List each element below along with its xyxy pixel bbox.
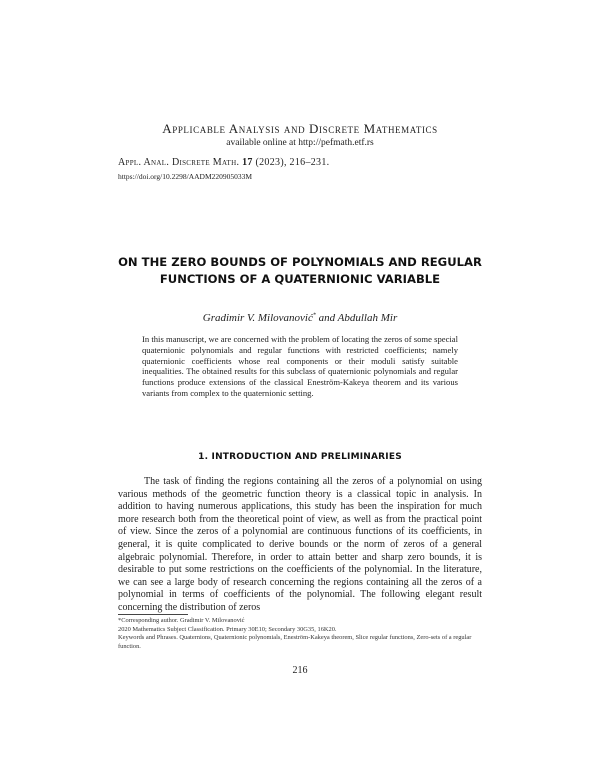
author-line: [0, 312, 600, 324]
author-separator: and: [315, 312, 338, 324]
corresponding-mark: *: [312, 312, 316, 319]
footnote-keywords: Keywords and Phrases. Quaternions, Quaternionic polynomials, Eneström-Kakeya theorem, Slice regular functions, Zero-sets of a regular function.: [118, 634, 472, 651]
intro-paragraph: [118, 476, 482, 615]
author-milovanovic: Gradimir V. Milovanović: [202, 312, 313, 324]
journal-title: Applicable Analysis and Discrete Mathematics: [162, 121, 438, 136]
page-number: 216: [292, 665, 308, 676]
doi-link[interactable]: https://doi.org/10.2298/AADM220905033M: [118, 172, 253, 181]
footnote-corresponding: *Corresponding author. Gradimir V. Milovanović: [118, 617, 245, 624]
section-heading: 1. INTRODUCTION AND PRELIMINARIES: [198, 452, 402, 462]
abstract: In this manuscript, we are concerned with the problem of locating the zeros of some special quaternionic polynomials and regular functions with restricted coefficients; namely quaternionic coefficients whose real components or their moduli satisfy suitable inequalities. The obtained results for this subclass of quaternionic polynomials and regular functions produce extensions of the classical Eneström-Kakeya theorem and its various variants from complex to the quaternionic setting.: [142, 334, 458, 398]
citation-journal: Appl. Anal. Discrete Math.: [118, 157, 240, 168]
footnotes: [118, 617, 482, 652]
citation-pages: (2023), 216–231.: [255, 157, 330, 168]
citation-volume: 17: [242, 157, 253, 168]
paper-title: ON THE ZERO BOUNDS OF POLYNOMIALS AND REGULAR FUNCTIONS OF A QUATERNIONIC VARIABLE: [118, 255, 482, 286]
intro-text: The task of finding the regions containing all the zeros of a polynomial on using various methods of the geometric function theory is a classical topic in analysis. In addition to having numerous applications, this study has been the inspiration for much more research both from the theoretical point of view, as well as from the practical point of view. Since the zeros of a polynomial are continuous functions of its coefficients, in general, it is quite complicated to derive bounds or the norm of zeros of a general algebraic polynomial. Therefore, in order to attain better and sharp zero bounds, it is desirable to put some restrictions on the coefficients of the polynomial. In the literature, we can see a large body of research concerning the regions containing all the zeros of a polynomial in terms of coefficients of the polynomial. The following elegant result concerning the distribution of zeros: [118, 476, 482, 613]
footnote-rule: [118, 614, 188, 615]
journal-url: available online at http://pefmath.etf.rs: [226, 138, 374, 148]
footnote-msc: 2020 Mathematics Subject Classification. Primary 30E10; Secondary 30G35, 16K20.: [118, 625, 337, 633]
author-mir: Abdullah Mir: [337, 312, 398, 324]
citation-line: [118, 157, 329, 168]
